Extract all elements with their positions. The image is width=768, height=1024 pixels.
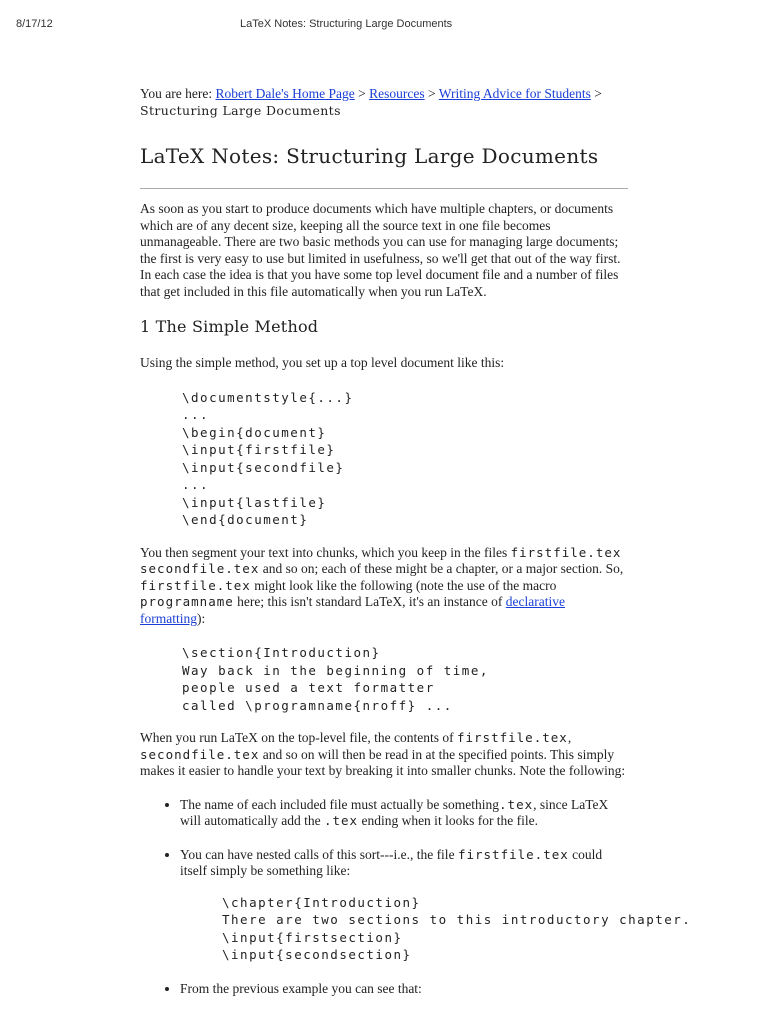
inline-code: secondfile.tex	[140, 746, 260, 762]
text: and so on; each of these might be a chapter, or a major section. So,	[259, 561, 624, 576]
text: , since LaTeX will automatically add the	[180, 796, 609, 828]
inline-code: .tex	[323, 813, 359, 828]
list-item	[180, 846, 692, 964]
breadcrumb-link-writing-advice[interactable]: Writing Advice for Students	[438, 86, 591, 101]
page-content	[140, 86, 692, 1014]
paragraph	[140, 545, 628, 628]
text: From the previous example you can see that:	[180, 980, 422, 996]
breadcrumb-prefix: You are here:	[140, 86, 213, 101]
inline-code: firstfile.tex	[510, 544, 622, 560]
declarative-formatting-link[interactable]: declarative formatting	[140, 594, 565, 626]
section-heading: 1 The Simple Method	[140, 317, 319, 336]
breadcrumb-separator: >	[428, 86, 436, 101]
text: The name of each included file must actually be something	[180, 796, 500, 812]
inline-code: .tex	[499, 796, 534, 812]
text: might look like the following (note the use of the macro	[250, 577, 557, 593]
code-block-chapter: \chapter{Introduction} There are two sections to this introductory chapter. \input{firstsection} \input{secondsection}	[222, 894, 692, 962]
text: ):	[197, 610, 206, 626]
print-header	[0, 14, 768, 34]
breadcrumb	[140, 86, 628, 119]
print-title: LaTeX Notes: Structuring Large Documents	[240, 18, 453, 30]
paragraph: Using the simple method, you set up a top level document like this:	[140, 355, 505, 370]
list-item	[180, 981, 628, 998]
code-block-section: \section{Introduction} Way back in the beginning of time, people used a text formatter called \programname{nroff} ...	[182, 645, 489, 713]
text: ,	[567, 730, 572, 745]
text: ending when it looks for the file.	[358, 813, 539, 828]
breadcrumb-link-resources[interactable]: Resources	[369, 86, 425, 101]
page-title: LaTeX Notes: Structuring Large Documents	[140, 144, 599, 168]
inline-code: programname	[140, 594, 234, 609]
breadcrumb-separator: >	[594, 86, 602, 101]
text: here; this isn't standard LaTeX, it's an instance of	[233, 594, 506, 609]
title-divider	[140, 188, 628, 189]
breadcrumb-separator: >	[358, 86, 366, 101]
print-date: 8/17/12	[16, 18, 53, 30]
text: When you run LaTeX on the top-level file, the contents of	[140, 730, 457, 745]
text: could itself simply be something like:	[180, 846, 603, 878]
breadcrumb-link-home[interactable]: Robert Dale's Home Page	[215, 86, 355, 101]
inline-code: firstfile.tex	[140, 577, 251, 593]
inline-code: firstfile.tex	[457, 846, 569, 862]
code-block-document: \documentstyle{...} ... \begin{document} \input{firstfile} \input{secondfile} ... \input{lastfile} \end{document}	[182, 389, 354, 527]
text: You then segment your text into chunks, which you keep in the files	[140, 544, 511, 560]
text: You can have nested calls of this sort---i.e., the file	[180, 846, 458, 862]
notes-list	[140, 796, 692, 998]
article-body	[140, 201, 692, 997]
text: and so on will then be read in at the specified points. This simply makes it easier to handle your text by breaking it into smaller chunks. Note the following:	[140, 746, 626, 778]
paragraph	[140, 730, 628, 780]
list-item	[180, 797, 628, 830]
inline-code: firstfile.tex	[456, 730, 568, 745]
breadcrumb-current: Structuring Large Documents	[140, 102, 341, 118]
intro-paragraph: As soon as you start to produce documents which have multiple chapters, or documents which are of any decent size, keeping all the source text in one file becomes unmanageable. There are two basic methods you can use for managing large documents; the first is very easy to use but limited in usefulness, so we'll get that out of the way first. In each case the idea is that you have some top level document file and a number of files that get included in this file automatically when you run LaTeX.	[140, 201, 621, 299]
inline-code: secondfile.tex	[140, 561, 260, 576]
